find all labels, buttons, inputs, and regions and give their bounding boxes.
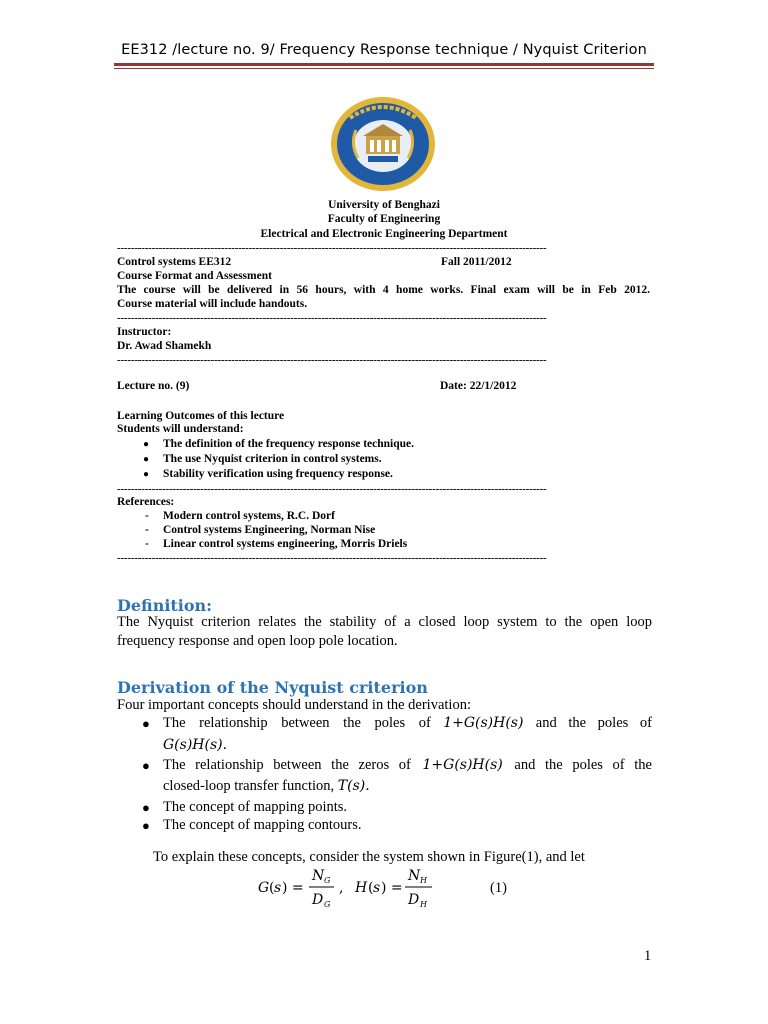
derivation-heading: Derivation of the Nyquist criterion (117, 678, 428, 697)
lecture-number: Lecture no. (9) (117, 380, 190, 392)
separator: ---------------------------------------------------------------------------------------------------------------------------- (117, 553, 547, 563)
concept-item-2-line2 (163, 778, 370, 795)
separator: ---------------------------------------------------------------------------------------------------------------------------- (117, 355, 547, 365)
concept-item-3: The concept of mapping points. (163, 799, 348, 815)
bullet-icon: ● (142, 716, 150, 731)
svg-text:H: H (420, 876, 427, 885)
svg-text:G: G (324, 876, 331, 885)
dash-marker: - (145, 524, 149, 536)
definition-text: The Nyquist criterion relates the stability of a closed loop system to the open loop frequency response and open loop pole location. (117, 614, 652, 649)
concept-item-2-text-c: closed-loop transfer function, (163, 778, 335, 794)
svg-text:s: s (373, 880, 381, 896)
separator: ---------------------------------------------------------------------------------------------------------------------------- (117, 484, 547, 494)
bullet-icon: ● (142, 800, 150, 815)
outcome-item: The definition of the frequency response technique. (163, 438, 414, 450)
svg-text:(: ( (269, 880, 275, 896)
svg-text:G: G (324, 900, 331, 909)
equation-1 (256, 864, 436, 912)
svg-text:H: H (420, 900, 427, 909)
concept-item-2-text-a: The relationship between the zeros of (163, 757, 411, 773)
course-format-heading: Course Format and Assessment (117, 270, 272, 282)
svg-text:N: N (312, 868, 325, 884)
references-label: References: (117, 496, 175, 508)
concept-item-1-line1 (163, 715, 652, 732)
concept-item-1-math2: G(s)H(s). (163, 737, 228, 753)
university-logo-icon (330, 96, 436, 192)
svg-text:H: H (355, 880, 368, 896)
reference-item: Linear control systems engineering, Morris Driels (163, 538, 408, 550)
svg-text:s: s (274, 880, 282, 896)
svg-text:,: , (339, 880, 344, 896)
header-rule-thin (114, 68, 654, 69)
svg-text:D: D (312, 892, 324, 908)
instructor-label: Instructor: (117, 326, 172, 338)
svg-text:G: G (258, 880, 270, 896)
svg-text:) =: ) = (282, 880, 304, 896)
instructor-name: Dr. Awad Shamekh (117, 340, 212, 352)
derivation-intro: Four important concepts should understand in the derivation: (117, 697, 471, 713)
concept-item-2-math2: T(s). (337, 778, 370, 794)
header-rule (114, 63, 654, 66)
concept-item-1-text-a: The relationship between the poles of (163, 715, 431, 731)
outcomes-subheading: Students will understand: (117, 423, 244, 435)
definition-heading: Definition: (117, 596, 213, 615)
explain-text: To explain these concepts, consider the system shown in Figure(1), and let (153, 849, 585, 865)
separator: ---------------------------------------------------------------------------------------------------------------------------- (117, 243, 547, 253)
bullet-icon: ● (143, 469, 150, 480)
bullet-icon: ● (143, 454, 150, 465)
university-name: University of Benghazi (328, 199, 440, 211)
bullet-icon: ● (143, 439, 150, 450)
running-header: EE312 /lecture no. 9/ Frequency Response technique / Nyquist Criterion (121, 42, 647, 58)
course-format-line2: Course material will include handouts. (117, 298, 308, 310)
outcome-item: Stability verification using frequency response. (163, 468, 393, 480)
concept-item-2-text-b: and the poles of the (514, 757, 652, 773)
equation-number: (1) (490, 880, 507, 896)
reference-item: Control systems Engineering, Norman Nise (163, 524, 376, 536)
concept-item-1-text-b: and the poles of (535, 715, 652, 731)
separator: ---------------------------------------------------------------------------------------------------------------------------- (117, 313, 547, 323)
reference-item: Modern control systems, R.C. Dorf (163, 510, 335, 522)
concept-item-4: The concept of mapping contours. (163, 817, 362, 833)
dash-marker: - (145, 538, 149, 550)
concept-item-2-line1 (163, 757, 652, 774)
faculty-name: Faculty of Engineering (327, 213, 441, 225)
bullet-icon: ● (142, 818, 150, 833)
dash-marker: - (145, 510, 149, 522)
course-format-line1: The course will be delivered in 56 hours, with 4 home works. Final exam will be in Feb 2012. (117, 284, 650, 296)
course-code: Control systems EE312 (117, 256, 232, 268)
outcome-item: The use Nyquist criterion in control systems. (163, 453, 382, 465)
outcomes-heading: Learning Outcomes of this lecture (117, 410, 285, 422)
lecture-date: Date: 22/1/2012 (440, 380, 517, 392)
svg-text:N: N (408, 868, 421, 884)
svg-text:D: D (408, 892, 420, 908)
department-name: Electrical and Electronic Engineering Department (260, 228, 508, 240)
page-number: 1 (644, 948, 652, 964)
svg-text:) =: ) = (381, 880, 403, 896)
concept-item-1-math: 1+G(s)H(s) (443, 715, 524, 731)
svg-text:(: ( (368, 880, 374, 896)
concept-item-2-math: 1+G(s)H(s) (422, 757, 503, 773)
bullet-icon: ● (142, 758, 150, 773)
course-term: Fall 2011/2012 (441, 256, 512, 268)
